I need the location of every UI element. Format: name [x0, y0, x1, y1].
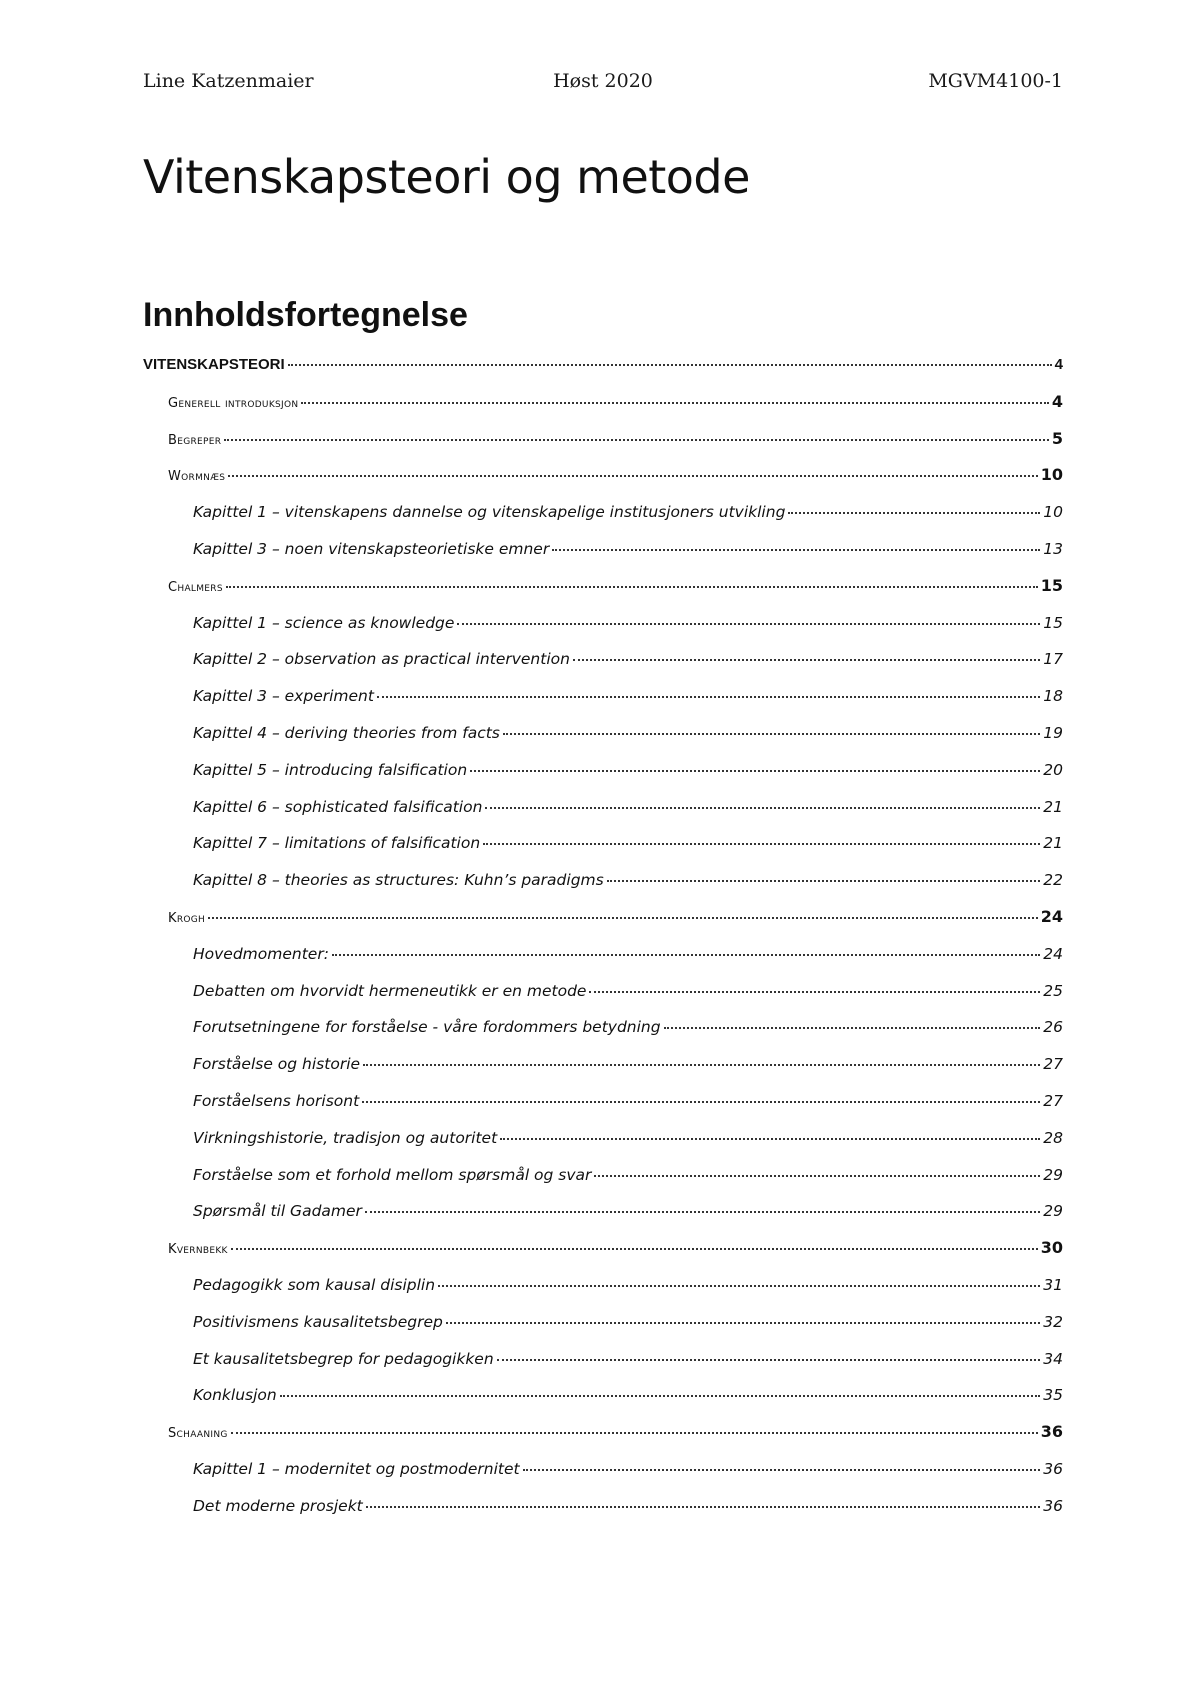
toc-entry-page-number: 26 — [1043, 1018, 1063, 1036]
toc-entry-page-number: 27 — [1043, 1092, 1063, 1110]
toc-entry-label: Kapittel 6 – sophisticated falsification — [193, 798, 483, 816]
toc-entry-page-number: 36 — [1043, 1497, 1063, 1515]
toc-entry-label: Forståelse og historie — [193, 1055, 361, 1073]
toc-dot-leader — [573, 659, 1040, 661]
toc-entry-page-number: 19 — [1043, 724, 1063, 742]
toc-entry-page-number: 27 — [1043, 1055, 1063, 1073]
toc-entry-label: Kapittel 3 – experiment — [193, 687, 374, 705]
toc-entry-label: Kvernbekk — [168, 1242, 228, 1257]
toc-entry[interactable] — [143, 355, 1063, 375]
toc-entry-label: Krogh — [168, 911, 206, 926]
toc-dot-leader — [377, 696, 1040, 698]
toc-entry-label: Wormnæs — [168, 469, 226, 484]
toc-entry[interactable] — [143, 1385, 1063, 1405]
toc-dot-leader — [332, 954, 1040, 956]
toc-dot-leader — [288, 364, 1052, 366]
toc-dot-leader — [470, 770, 1040, 772]
toc-entry-label: Chalmers — [168, 580, 223, 595]
toc-entry-label: Positivismens kausalitetsbegrep — [193, 1313, 443, 1331]
toc-entry-label: Kapittel 5 – introducing falsification — [193, 761, 468, 779]
toc-entry-page-number: 15 — [1040, 576, 1063, 595]
toc-entry-page-number: 35 — [1043, 1386, 1063, 1404]
toc-entry[interactable] — [143, 1165, 1063, 1185]
toc-entry-page-number: 22 — [1043, 871, 1063, 889]
toc-entry-page-number: 5 — [1051, 429, 1063, 448]
toc-entry[interactable] — [143, 1054, 1063, 1074]
toc-dot-leader — [552, 549, 1040, 551]
toc-entry[interactable] — [143, 870, 1063, 890]
toc-entry[interactable] — [143, 1017, 1063, 1037]
toc-entry-label: Kapittel 7 – limitations of falsification — [193, 834, 481, 852]
toc-entry[interactable] — [143, 1496, 1063, 1516]
toc-entry-label: Virkningshistorie, tradisjon og autoritet — [193, 1129, 498, 1147]
toc-entry-page-number: 18 — [1043, 687, 1063, 705]
toc-entry[interactable] — [143, 797, 1063, 817]
toc-entry[interactable] — [143, 1459, 1063, 1479]
toc-dot-leader — [231, 1432, 1038, 1434]
toc-entry-page-number: 34 — [1043, 1350, 1063, 1368]
toc-dot-leader — [231, 1248, 1038, 1250]
toc-entry[interactable] — [143, 502, 1063, 522]
toc-entry[interactable] — [143, 1422, 1063, 1444]
document-title: Vitenskapsteori og metode — [143, 150, 750, 204]
toc-entry-page-number: 17 — [1043, 650, 1063, 668]
toc-entry-label: Kapittel 1 – science as knowledge — [193, 614, 455, 632]
toc-entry-label: Kapittel 1 – vitenskapens dannelse og vitenskapelige institusjoners utvikling — [193, 503, 786, 521]
toc-entry-label: Pedagogikk som kausal disiplin — [193, 1276, 436, 1294]
toc-entry-page-number: 24 — [1040, 907, 1063, 926]
toc-entry-page-number: 21 — [1043, 798, 1063, 816]
toc-dot-leader — [362, 1101, 1040, 1103]
toc-entry[interactable] — [143, 833, 1063, 853]
toc-entry-page-number: 36 — [1040, 1422, 1063, 1441]
toc-dot-leader — [483, 843, 1040, 845]
toc-dot-leader — [446, 1322, 1040, 1324]
toc-entry-page-number: 29 — [1043, 1202, 1063, 1220]
toc-entry-page-number: 31 — [1043, 1276, 1063, 1294]
toc-dot-leader — [226, 586, 1038, 588]
toc-entry[interactable] — [143, 1349, 1063, 1369]
toc-entry-page-number: 10 — [1040, 465, 1063, 484]
header-semester: Høst 2020 — [553, 70, 653, 92]
toc-dot-leader — [363, 1064, 1040, 1066]
toc-entry-page-number: 15 — [1043, 614, 1063, 632]
toc-entry[interactable] — [143, 1128, 1063, 1148]
toc-entry[interactable] — [143, 1091, 1063, 1111]
toc-entry[interactable] — [143, 576, 1063, 598]
toc-entry[interactable] — [143, 686, 1063, 706]
toc-dot-leader — [301, 402, 1048, 404]
toc-entry[interactable] — [143, 1275, 1063, 1295]
toc-dot-leader — [589, 991, 1040, 993]
toc-entry-page-number: 30 — [1040, 1238, 1063, 1257]
toc-entry-page-number: 4 — [1054, 356, 1063, 373]
toc-dot-leader — [457, 623, 1040, 625]
toc-dot-leader — [365, 1211, 1040, 1213]
toc-dot-leader — [366, 1506, 1041, 1508]
toc-entry[interactable] — [143, 907, 1063, 929]
toc-entry-label: VITENSKAPSTEORI — [143, 356, 285, 373]
toc-heading: Innholdsfortegnelse — [143, 296, 468, 334]
toc-dot-leader — [594, 1175, 1040, 1177]
toc-dot-leader — [788, 512, 1040, 514]
toc-entry-page-number: 10 — [1043, 503, 1063, 521]
toc-dot-leader — [228, 475, 1037, 477]
toc-entry[interactable] — [143, 944, 1063, 964]
header-author: Line Katzenmaier — [143, 70, 314, 92]
toc-entry[interactable] — [143, 465, 1063, 487]
toc-entry-page-number: 36 — [1043, 1460, 1063, 1478]
header-course-code: MGVM4100-1 — [928, 70, 1063, 92]
toc-entry-label: Konklusjon — [193, 1386, 277, 1404]
toc-entry-label: Begreper — [168, 433, 222, 448]
toc-entry-label: Spørsmål til Gadamer — [193, 1202, 362, 1220]
toc-entry[interactable] — [143, 613, 1063, 633]
toc-entry[interactable] — [143, 1312, 1063, 1332]
toc-entry[interactable] — [143, 1238, 1063, 1260]
toc-entry[interactable] — [143, 760, 1063, 780]
toc-entry-label: Forutsetningene for forståelse - våre fordommers betydning — [193, 1018, 661, 1036]
toc-entry-label: Kapittel 8 – theories as structures: Kuhn’s paradigms — [193, 871, 604, 889]
toc-entry-label: Kapittel 3 – noen vitenskapsteorietiske emner — [193, 540, 550, 558]
toc-dot-leader — [280, 1395, 1041, 1397]
toc-dot-leader — [607, 880, 1041, 882]
toc-entry-page-number: 24 — [1043, 945, 1063, 963]
toc-dot-leader — [497, 1359, 1041, 1361]
toc-entry-page-number: 13 — [1043, 540, 1063, 558]
toc-entry-label: Kapittel 1 – modernitet og postmodernitet — [193, 1460, 520, 1478]
toc-dot-leader — [485, 807, 1040, 809]
toc-entry[interactable] — [143, 649, 1063, 669]
toc-entry-label: Kapittel 2 – observation as practical intervention — [193, 650, 570, 668]
toc-entry-page-number: 29 — [1043, 1166, 1063, 1184]
toc-entry[interactable] — [143, 539, 1063, 559]
toc-entry-page-number: 20 — [1043, 761, 1063, 779]
toc-entry[interactable] — [143, 392, 1063, 414]
toc-entry-label: Debatten om hvorvidt hermeneutikk er en metode — [193, 982, 587, 1000]
table-of-contents — [143, 0, 1063, 1698]
toc-entry-label: Forståelse som et forhold mellom spørsmål og svar — [193, 1166, 592, 1184]
toc-dot-leader — [664, 1027, 1041, 1029]
toc-dot-leader — [224, 439, 1049, 441]
toc-entry-page-number: 4 — [1051, 392, 1063, 411]
toc-dot-leader — [438, 1285, 1040, 1287]
toc-entry-page-number: 25 — [1043, 982, 1063, 1000]
toc-entry-label: Forståelsens horisont — [193, 1092, 360, 1110]
toc-dot-leader — [523, 1469, 1041, 1471]
toc-entry[interactable] — [143, 1201, 1063, 1221]
toc-entry-label: Kapittel 4 – deriving theories from facts — [193, 724, 500, 742]
toc-entry-label: Generell introduksjon — [168, 396, 299, 411]
toc-entry-label: Schaaning — [168, 1426, 228, 1441]
toc-entry[interactable] — [143, 723, 1063, 743]
toc-dot-leader — [208, 917, 1038, 919]
toc-entry-page-number: 21 — [1043, 834, 1063, 852]
toc-entry-page-number: 28 — [1043, 1129, 1063, 1147]
toc-entry-page-number: 32 — [1043, 1313, 1063, 1331]
toc-entry-label: Hovedmomenter: — [193, 945, 329, 963]
toc-entry[interactable] — [143, 429, 1063, 451]
toc-entry-label: Det moderne prosjekt — [193, 1497, 363, 1515]
toc-entry[interactable] — [143, 981, 1063, 1001]
toc-entry-label: Et kausalitetsbegrep for pedagogikken — [193, 1350, 494, 1368]
toc-dot-leader — [500, 1138, 1040, 1140]
toc-dot-leader — [503, 733, 1040, 735]
